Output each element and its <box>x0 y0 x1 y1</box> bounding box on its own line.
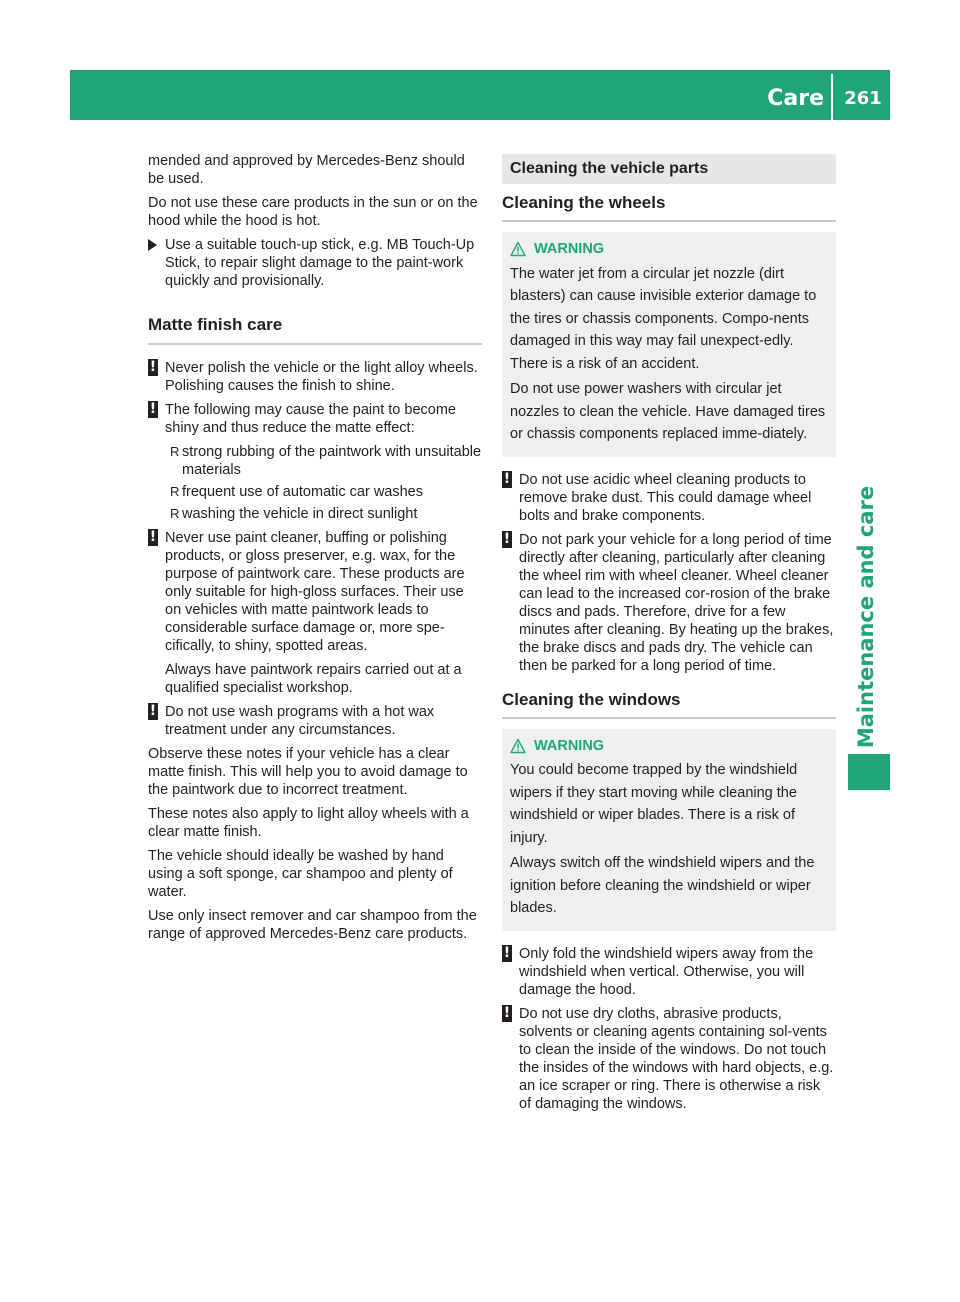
side-chapter-text: Maintenance and care <box>854 485 879 749</box>
bullet-list <box>165 443 482 523</box>
exclamation-icon: ! <box>149 359 157 375</box>
notice-text: Do not use wash programs with a hot wax treatment under any circumstances. <box>165 704 435 738</box>
section-title: Care <box>767 86 824 111</box>
warning-label: WARNING <box>534 241 605 257</box>
notice-text: Never use paint cleaner, buffing or polishing products, or gloss preserver, e.g. wax, for the purpose of paintwork care. These products are only suitable for high-gloss surfaces. Their use on vehicles with matte paintwork leads to considerable surface damage or, more spe-cifically, to shiny, spotted areas. <box>165 530 465 654</box>
warning-box <box>502 729 836 931</box>
side-chapter-tab <box>848 754 890 790</box>
notice-extra-text: Always have paintwork repairs carried out at a qualified specialist workshop. <box>165 662 462 696</box>
side-chapter-label <box>842 485 890 749</box>
notice <box>502 945 836 999</box>
heading-matte-finish-care: Matte finish care <box>148 316 482 345</box>
body-paragraph: The vehicle should ideally be washed by hand using a soft sponge, car shampoo and plenty of water. <box>148 848 453 900</box>
bullet-icon: R <box>170 444 180 459</box>
intro-paragraph: mended and approved by Mercedes-Benz should be used. <box>148 153 465 187</box>
heading-cleaning-windows: Cleaning the windows <box>502 691 836 719</box>
intro-paragraph: Do not use these care products in the sun or on the hood while the hood is hot. <box>148 195 478 229</box>
left-column <box>148 152 482 949</box>
exclamation-icon: ! <box>503 530 511 547</box>
list-item: R washing the vehicle in direct sunlight <box>170 506 418 522</box>
warning-text: You could become trapped by the windshield wipers if they start moving while cleaning the windshield or wiper blades. There is a risk of injury. <box>510 762 798 846</box>
warning-header <box>510 238 828 261</box>
exclamation-icon: ! <box>149 401 157 417</box>
right-column <box>502 154 836 1119</box>
warning-header <box>510 735 828 758</box>
exclamation-icon: ! <box>503 944 511 961</box>
notice <box>502 471 836 525</box>
notice-text: Never polish the vehicle or the light alloy wheels. Polishing causes the finish to shine. <box>165 360 478 394</box>
step-text: Use a suitable touch-up stick, e.g. MB Touch-Up Stick, to repair slight damage to the paint-work quickly and provisionally. <box>165 237 475 289</box>
notice-text: Do not use dry cloths, abrasive products, solvents or cleaning agents containing sol-vents to clean the inside of the windows. Do not touch the insides of the windows with hard objects, e.g. an ice scraper or ring. There is otherwise a risk of damaging the windows. <box>519 1005 834 1112</box>
notice <box>148 401 482 523</box>
page-number: 261 <box>844 88 882 109</box>
body-paragraph: Use only insect remover and car shampoo from the range of approved Mercedes-Benz care products. <box>148 908 477 942</box>
step-arrow-icon <box>148 239 157 251</box>
notice-text: Do not park your vehicle for a long period of time directly after cleaning, particularly after cleaning the wheel rim with wheel cleaner. Wheel cleaner can lead to the increased cor-rosion of the brake discs and pads. Therefore, drive for a few minutes after cleaning. By heating up the brakes, the brake discs and pads dry. The vehicle can then be parked for a long period of time. <box>519 531 834 674</box>
heading-cleaning-wheels: Cleaning the wheels <box>502 194 836 222</box>
section-box-title: Cleaning the vehicle parts <box>502 154 836 184</box>
body-paragraph: These notes also apply to light alloy wheels with a clear matte finish. <box>148 806 469 840</box>
bullet-icon: R <box>170 506 180 521</box>
bullet-icon: R <box>170 484 180 499</box>
notice <box>148 359 482 395</box>
warning-text: Always switch off the windshield wipers and the ignition before cleaning the windshield or wiper blades. <box>510 855 815 916</box>
warning-label: WARNING <box>534 737 605 754</box>
notice <box>148 703 482 739</box>
exclamation-icon: ! <box>503 470 511 487</box>
warning-triangle-icon <box>510 241 526 257</box>
warning-text: The water jet from a circular jet nozzle (dirt blasters) can cause invisible exterior damage to the tires or chassis components. Compo-nents damaged in this way may fail unexpect-edly. There is a risk of an accident. <box>510 265 817 372</box>
instruction-step <box>148 236 482 290</box>
notice-text: Do not use acidic wheel cleaning products to remove brake dust. This could damage wheel bolts and brake components. <box>519 471 812 524</box>
exclamation-icon: ! <box>149 529 157 545</box>
notice <box>502 531 836 675</box>
exclamation-icon: ! <box>503 1004 511 1021</box>
list-item: R frequent use of automatic car washes <box>170 484 423 500</box>
body-paragraph: Observe these notes if your vehicle has a clear matte finish. This will help you to avoid damage to the paintwork due to incorrect treatment. <box>148 746 468 798</box>
warning-triangle-icon <box>510 738 526 754</box>
notice-text: The following may cause the paint to become shiny and thus reduce the matte effect: <box>165 402 456 436</box>
header-divider <box>831 74 833 120</box>
notice-text: Only fold the windshield wipers away from the windshield when vertical. Otherwise, you will damage the hood. <box>519 945 814 998</box>
notice <box>148 529 482 697</box>
warning-box <box>502 232 836 457</box>
list-item: R strong rubbing of the paintwork with unsuitable materials <box>170 444 482 478</box>
exclamation-icon: ! <box>149 703 157 719</box>
notice <box>502 1005 836 1113</box>
warning-text: Do not use power washers with circular jet nozzles to clean the vehicle. Have damaged tires or chassis components replaced imme-diately. <box>510 381 826 442</box>
